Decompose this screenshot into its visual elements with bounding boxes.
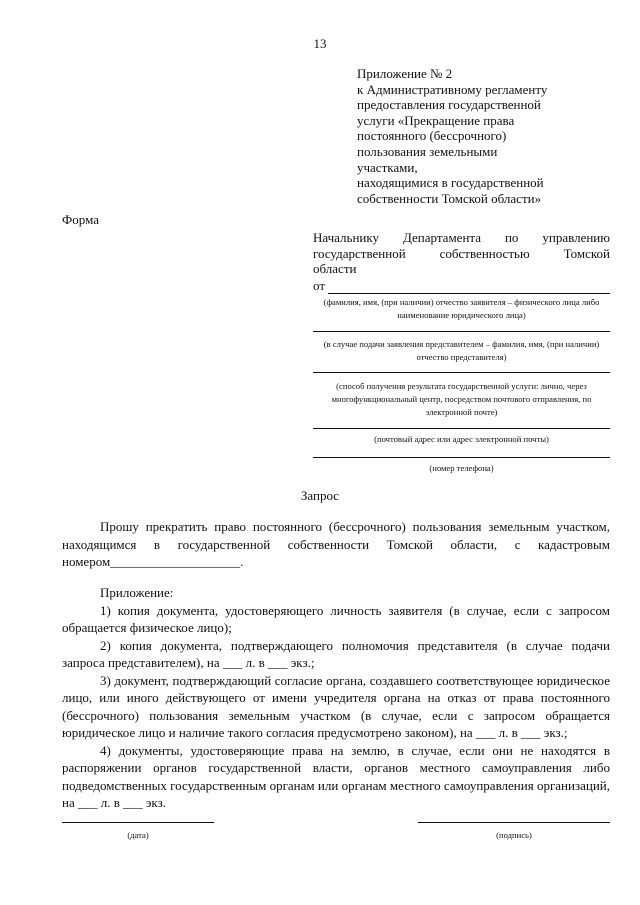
attachment-item: 4) документы, удостоверяющие права на землю, в случае, если они не находятся в распоряжении органов государственной власти, органов местного самоуправления либо подведомственных государственным органам или органам местного самоуправления организаций, на ___ л. в ___ экз.	[62, 742, 610, 810]
addressee-word: управлению	[542, 230, 610, 245]
date-field-line[interactable]	[62, 822, 214, 823]
address-field-line[interactable]	[313, 428, 610, 429]
appendix-line: услуги «Прекращение права	[357, 112, 515, 128]
address-hint: (почтовый адрес или адрес электронной почты)	[374, 434, 549, 444]
addressee-word: Начальнику	[313, 230, 380, 245]
request-text: Прошу прекратить право постоянного (бессрочного) пользования земельным участком, находящимся в государственной собственности Томской области, с кадастровым номером____________________.	[62, 519, 610, 569]
page-number: 13	[313, 36, 327, 51]
from-row	[313, 278, 610, 294]
applicant-name-field[interactable]	[328, 281, 610, 294]
form-label: Форма	[62, 212, 99, 227]
signature-hint: (подпись)	[496, 830, 532, 840]
appendix-line: постоянного (бессрочного)	[357, 128, 507, 144]
document-title: Запрос	[300, 488, 340, 503]
method-field-line[interactable]	[313, 372, 610, 373]
request-body	[62, 518, 610, 571]
from-label: от	[313, 278, 326, 293]
phone-hint: (номер телефона)	[429, 463, 494, 473]
applicant-hint: (фамилия, имя, (при наличии) отчество заявителя – физического лица либо наименование юридического лица)	[323, 297, 600, 320]
appendix-block	[357, 66, 617, 206]
attachments-section	[62, 584, 610, 812]
date-hint: (дата)	[127, 830, 149, 840]
attachment-item: 3) документ, подтверждающий согласие органа, создавшего соответствующее юридическое лицо, или иного действующего от имени учредителя органа на отказ от права постоянного (бессрочного) пользования земельным участком (в случае, если с запросом обращается юридическое лицо и наличие такого согласия предусмотрено законом), на ___ л. в ___ экз.;	[62, 672, 610, 740]
appendix-line: предоставления государственной	[357, 97, 541, 113]
addressee-word: государственной	[313, 245, 406, 261]
signature-field-line[interactable]	[418, 822, 610, 823]
representative-hint: (в случае подачи заявления представителем – фамилия, имя, (при наличии) отчество представителя)	[323, 339, 600, 362]
attachment-label: Приложение:	[100, 585, 174, 600]
appendix-line: к Административному регламенту	[357, 81, 548, 97]
addressee-line-3: области	[313, 261, 357, 276]
addressee-line-1	[313, 230, 610, 246]
phone-field-line[interactable]	[313, 457, 610, 458]
attachment-item: 2) копия документа, подтверждающего полномочия представителя (в случае подачи запроса представителем), на ___ л. в ___ экз.;	[62, 637, 610, 670]
method-hint: (способ получения результата государственной услуги: лично, через многофункциональный центр, посредством почтового отправления, по электронной почте)	[331, 381, 592, 417]
addressee-word: собственностью	[439, 245, 530, 261]
addressee-word: по	[504, 230, 519, 245]
appendix-line: собственности Томской области»	[357, 190, 542, 206]
appendix-line: пользования земельными	[357, 143, 498, 159]
addressee-block	[313, 230, 610, 277]
attachment-item: 1) копия документа, удостоверяющего личность заявителя (в случае, если с запросом обращается физическое лицо);	[62, 602, 610, 635]
addressee-word: Томской	[563, 245, 610, 261]
appendix-line: находящимися в государственной	[357, 175, 544, 191]
appendix-line: Приложение № 2	[357, 66, 453, 81]
addressee-word: Департамента	[402, 230, 482, 245]
appendix-line: участками,	[357, 159, 418, 175]
addressee-line-2	[313, 246, 610, 262]
representative-field-line[interactable]	[313, 331, 610, 332]
